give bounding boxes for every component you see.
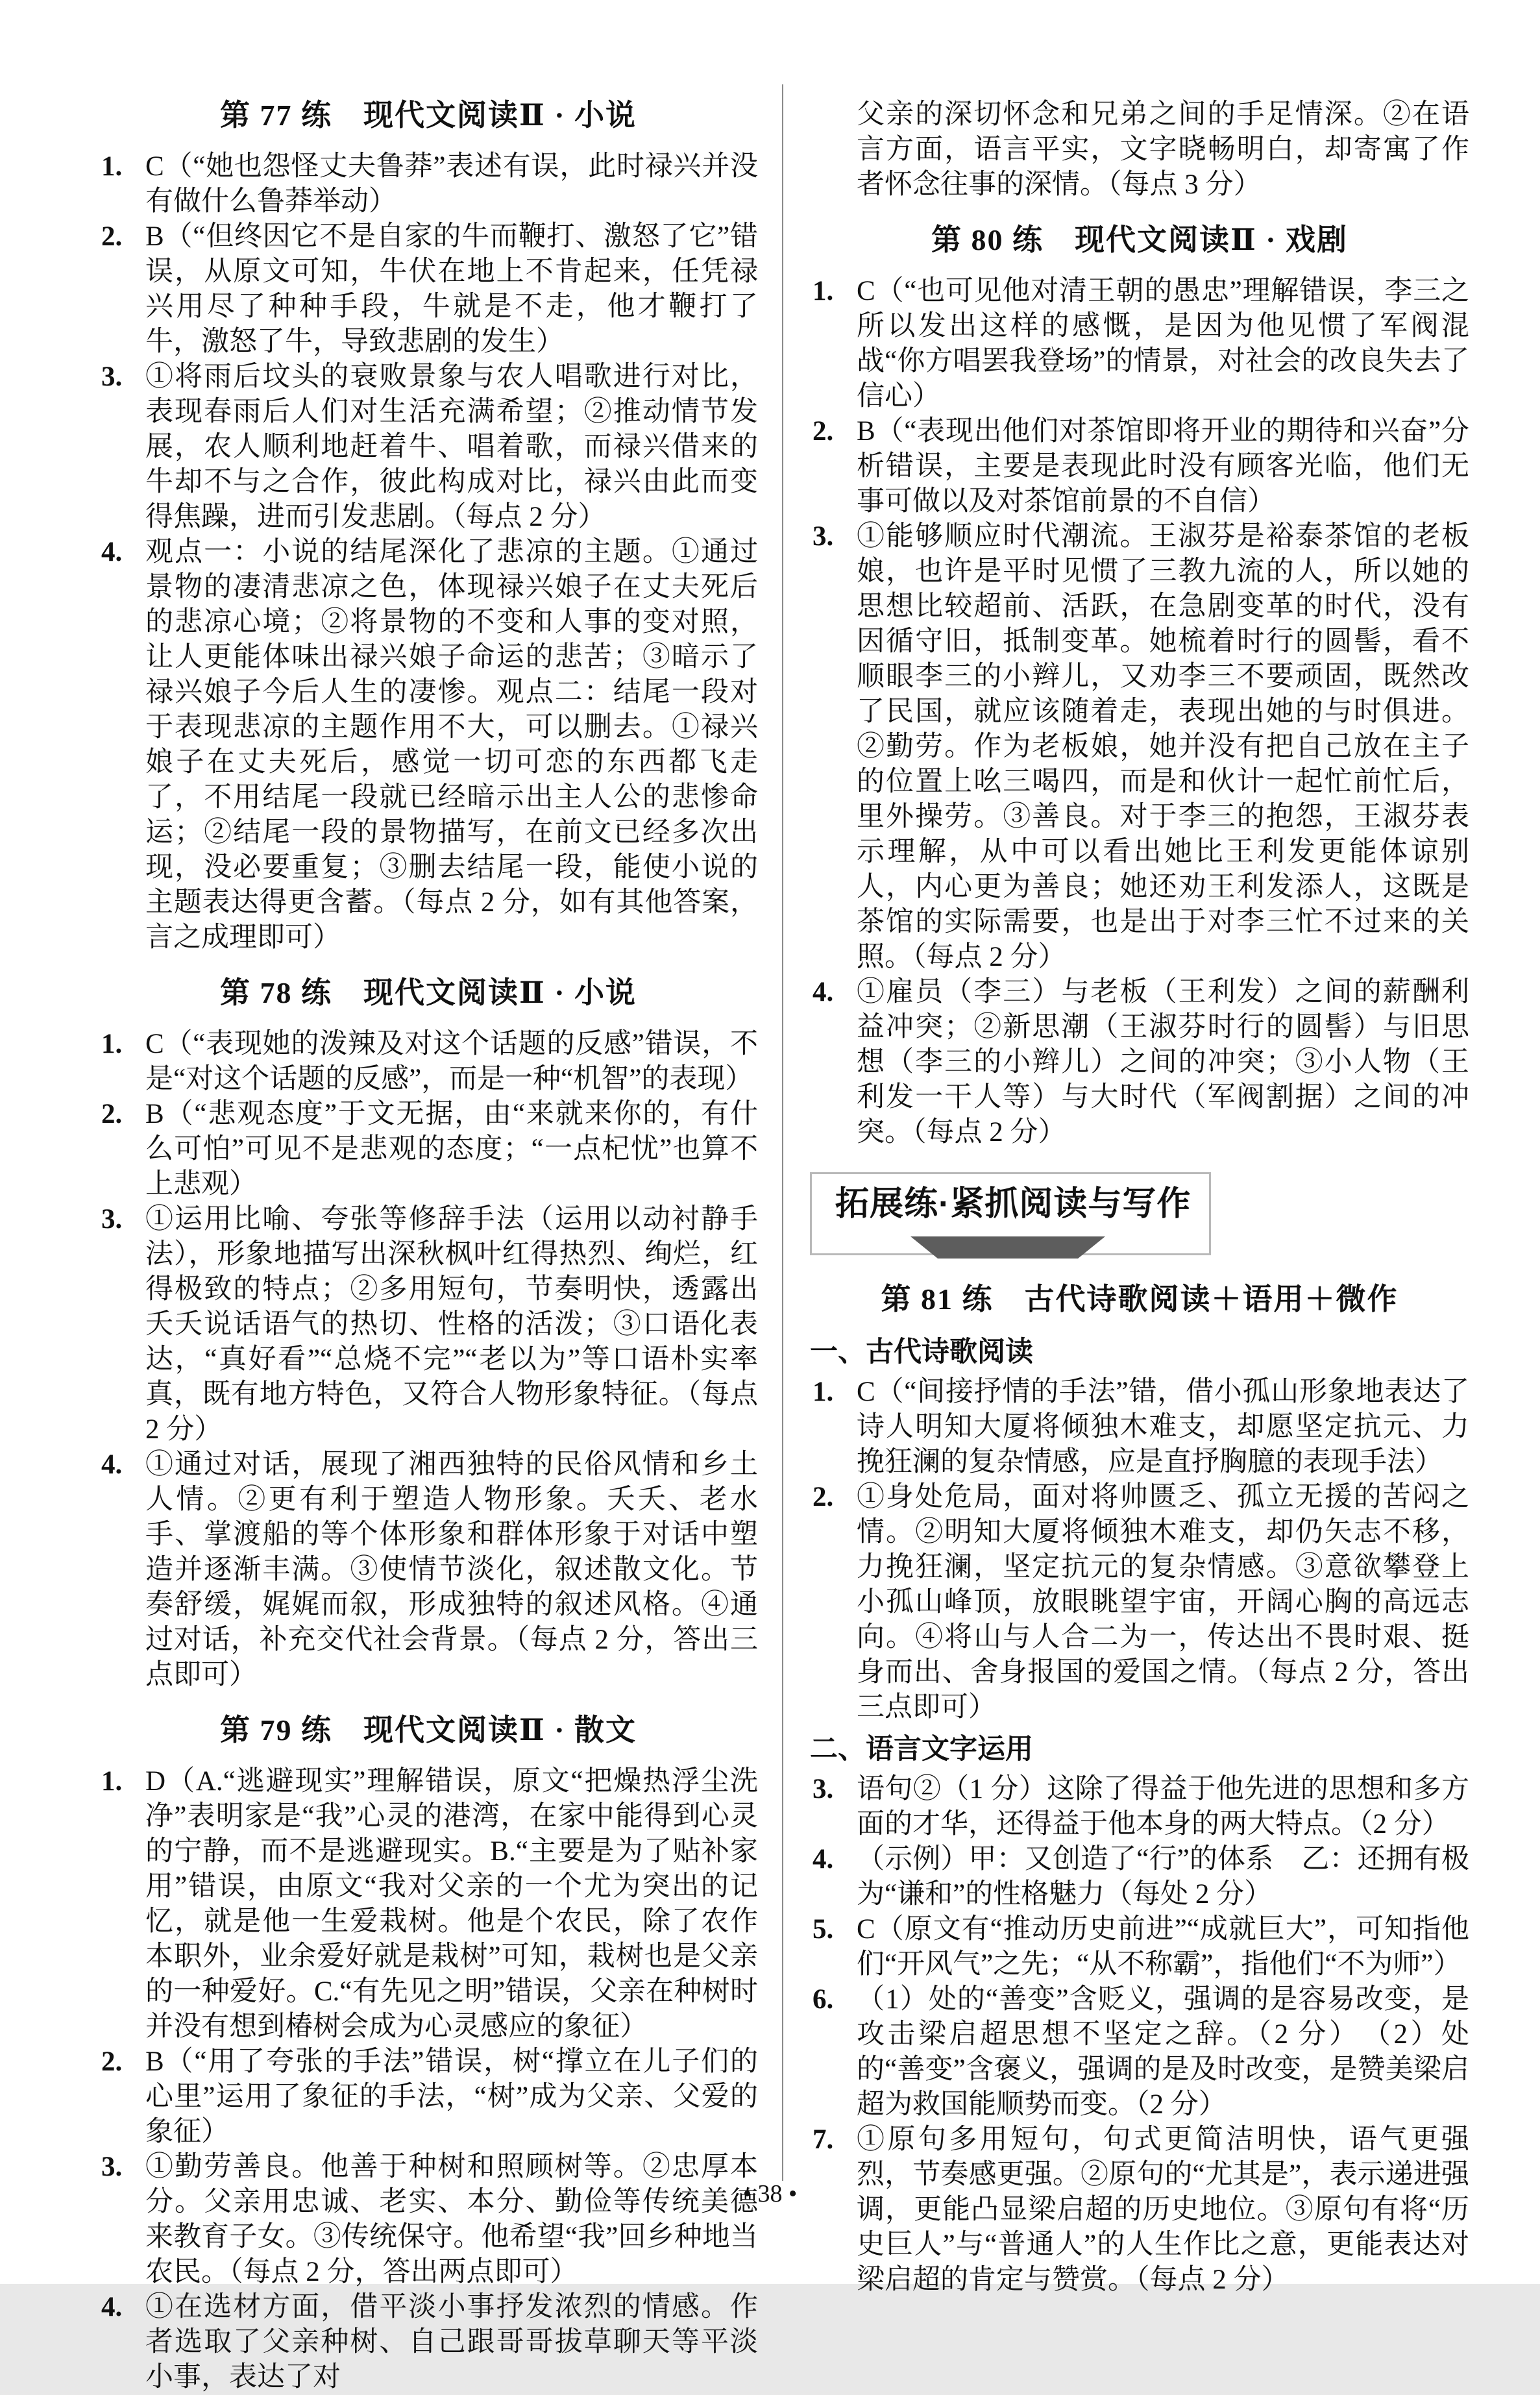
- item-text: ①勤劳善良。他善于种树和照顾树等。②忠厚本分。父亲用忠诚、老实、本分、勤俭等传统美德来教育子女。③传统保守。他希望“我”回乡种地当农民。（每点 2 分，答出两点即可）: [145, 2152, 758, 2287]
- item-text: B（“但终因它不是自家的牛而鞭打、激怒了它”错误，从原文可知，牛伏在地上不肯起来，任凭禄兴用尽了种种手段，牛就是不走，他才鞭打了牛，激怒了牛，导致悲剧的发生）: [145, 221, 758, 357]
- item-text: 语句②（1 分）这除了得益于他先进的思想和多方面的才华，还得益于他本身的两大特点。（2 分）: [857, 1774, 1469, 1839]
- item-number: 2.: [813, 1482, 834, 1512]
- answer-item: [99, 1097, 758, 1202]
- section-title: 第 78 练 现代文阅读Ⅱ · 小说: [219, 976, 637, 1009]
- item-number: 4.: [101, 537, 123, 567]
- answer-item: [810, 274, 1469, 414]
- answer-item: [99, 2290, 758, 2395]
- item-number: 2.: [813, 416, 834, 447]
- item-text: ①雇员（李三）与老板（王利发）之间的薪酬利益冲突；②新思潮（王淑芬时行的圆髻）与旧思想（李三的小辫儿）之间的冲突；③小人物（王利发一干人等）与大时代（军阀割据）之间的冲突。（每点 2 分）: [857, 977, 1469, 1148]
- subsection-heading: 二、语言文字运用: [810, 1734, 1033, 1765]
- answer-item: [99, 2045, 758, 2150]
- item-number: 6.: [813, 1984, 834, 2015]
- item-text: ①能够顺应时代潮流。王淑芬是裕泰茶馆的老板娘，也许是平时见惯了三教九流的人，所以她的思想比较超前、活跃，在急剧变革的时代，没有因循守旧，抵制变革。她梳着时行的圆髻，看不顺眼李三的小辫儿，又劝李三不要顽固，既然改了民国，就应该随着走，表现出她的与时俱进。②勤劳。作为老板娘，她并没有把自己放在主子的位置上吆三喝四，而是和伙计一起忙前忙后，里外操劳。③善良。对于李三的抱怨，王淑芬表示理解，从中可以看出她比王利发更能体谅别人，内心更为善良；她还劝王利发添人，这既是茶馆的实际需要，也是出于对李三忙不过来的关照。（每点 2 分）: [857, 521, 1469, 972]
- item-text: C（“也可见他对清王朝的愚忠”理解错误，李三之所以发出这样的感慨，是因为他见惯了军阀混战“你方唱罢我登场”的情景，对社会的改良失去了信心）: [857, 276, 1469, 411]
- answer-item: [99, 535, 758, 955]
- answer-item: [99, 1447, 758, 1693]
- item-number: 3.: [813, 1774, 834, 1804]
- item-number: 1.: [813, 1377, 834, 1407]
- column-divider: [782, 84, 783, 2181]
- answer-item: [810, 975, 1469, 1150]
- section-title: 第 81 练 古代诗歌阅读＋语用＋微作: [881, 1283, 1399, 1316]
- item-text: C（“表现她的泼辣及对这个话题的反感”错误，不是“对这个话题的反感”，而是一种“机智”的表现）: [145, 1029, 758, 1094]
- expansion-banner: [810, 1172, 1211, 1255]
- item-number: 1.: [101, 1029, 123, 1059]
- item-number: 3.: [101, 2152, 123, 2182]
- answer-item: [810, 1982, 1469, 2122]
- item-text: C（“间接抒情的手法”错，借小孤山形象地表达了诗人明知大厦将倾独木难支，却愿坚定抗元、力挽狂澜的复杂情感，应是直抒胸臆的表现手法）: [857, 1377, 1469, 1477]
- item-number: 3.: [101, 1204, 123, 1234]
- item-number: 4.: [813, 1844, 834, 1874]
- answer-item: [99, 149, 758, 219]
- item-number: 5.: [813, 1914, 834, 1945]
- item-number: 2.: [101, 2046, 123, 2077]
- item-text: ①通过对话，展现了湘西独特的民俗风情和乡土人情。②更有利于塑造人物形象。夭夭、老水手、掌渡船的等个体形象和群体形象于对话中塑造并逐渐丰满。③使情节淡化，叙述散文化。节奏舒缓，娓娓而叙，形成独特的叙述风格。④通过对话，补充交代社会背景。（每点 2 分，答出三点即可）: [145, 1449, 758, 1690]
- item-number: 4.: [813, 977, 834, 1007]
- item-number: 1.: [101, 151, 123, 182]
- answer-item: [810, 2122, 1469, 2298]
- page-number: • 38 •: [742, 2180, 798, 2207]
- item-text: 观点一：小说的结尾深化了悲凉的主题。①通过景物的凄清悲凉之色，体现禄兴娘子在丈夫死后的悲凉心境；②将景物的不变和人事的变对照，让人更能体味出禄兴娘子命运的悲苦；③暗示了禄兴娘子今后人生的凄惨。观点二：结尾一段对于表现悲凉的主题作用不大，可以删去。①禄兴娘子在丈夫死后，感觉一切可恋的东西都飞走了，不用结尾一段就已经暗示出主人公的悲惨命运；②结尾一段的景物描写，在前文已经多次出现，没必要重复；③删去结尾一段，能使小说的主题表达得更含蓄。（每点 2 分，如有其他答案，言之成理即可）: [145, 537, 758, 953]
- item-text: ①在选材方面，借平淡小事抒发浓烈的情感。作者选取了父亲种树、自己跟哥哥拔草聊天等平淡小事，表达了对: [145, 2292, 758, 2392]
- banner-ribbon-shape: [911, 1236, 1105, 1259]
- item-number: 7.: [813, 2124, 834, 2155]
- item-number: 2.: [101, 1099, 123, 1129]
- item-number: 1.: [101, 1766, 123, 1797]
- answer-item: [810, 414, 1469, 519]
- item-text: ①身处危局，面对将帅匮乏、孤立无援的苦闷之情。②明知大厦将倾独木难支，却仍矢志不移，力挽狂澜，坚定抗元的复杂情感。③意欲攀登上小孤山峰顶，放眼眺望宇宙，开阔心胸的高远志向。④将山与人合二为一，传达出不畏时艰、挺身而出、舍身报国的爱国之情。（每点 2 分，答出三点即可）: [857, 1482, 1469, 1723]
- item-text: C（“她也怨怪丈夫鲁莽”表述有误，此时禄兴并没有做什么鲁莽举动）: [145, 151, 758, 217]
- item-text: B（“表现出他们对茶馆即将开业的期待和兴奋”分析错误，主要是表现此时没有顾客光临，他们无事可做以及对茶馆前景的不自信）: [857, 416, 1469, 517]
- item-text: （示例）甲：又创造了“行”的体系 乙：还拥有极为“谦和”的性格魅力（每处 2 分）: [857, 1844, 1469, 1910]
- continuation-text: 父亲的深切怀念和兄弟之间的手足情深。②在语言方面，语言平实，文字晓畅明白，却寄寓了作者怀念往事的深情。（每点 3 分）: [857, 99, 1469, 200]
- item-text: ①运用比喻、夸张等修辞手法（运用以动衬静手法），形象地描写出深秋枫叶红得热烈、绚烂，红得极致的特点；②多用短句，节奏明快，透露出夭夭说话语气的热切、性格的活泼；③口语化表达，“真好看”“总烧不完”“老以为”等口语朴实率真，既有地方特色，又符合人物形象特征。（每点 2 分）: [145, 1204, 758, 1445]
- answer-item: [99, 1202, 758, 1447]
- section-title: 第 79 练 现代文阅读Ⅱ · 散文: [219, 1713, 637, 1747]
- answer-item: [99, 2150, 758, 2290]
- answer-item: [99, 360, 758, 535]
- answer-item: [99, 1764, 758, 2045]
- subsection-heading: 一、古代诗歌阅读: [810, 1336, 1033, 1368]
- item-number: 3.: [813, 521, 834, 552]
- section-title: 第 77 练 现代文阅读Ⅱ · 小说: [219, 99, 637, 132]
- answer-item: [810, 1375, 1469, 1480]
- answer-item: [810, 1772, 1469, 1842]
- item-number: 4.: [101, 2292, 123, 2322]
- item-text: B（“悲观态度”于文无据，由“来就来你的，有什么可怕”可见不是悲观的态度；“一点杞忧”也算不上悲观）: [145, 1099, 758, 1199]
- item-text: （1）处的“善变”含贬义，强调的是容易改变，是攻击梁启超思想不坚定之辞。（2 分） （2）处的“善变”含褒义，强调的是及时改变，是赞美梁启超为救国能顺势而变。（2 分）: [857, 1984, 1469, 2120]
- item-text: B（“用了夸张的手法”错误，树“撑立在儿子们的心里”运用了象征的手法，“树”成为父亲、父爱的象征）: [145, 2046, 758, 2147]
- item-number: 2.: [101, 221, 123, 252]
- item-text: D（A.“逃避现实”理解错误，原文“把燥热浮尘洗净”表明家是“我”心灵的港湾，在家中能得到心灵的宁静，而不是逃避现实。B.“主要是为了贴补家用”错误，由原文“我对父亲的一个尤为突出的记忆，就是他一生爱栽树。他是个农民，除了农作本职外，业余爱好就是栽树”可知，栽树也是父亲的一种爱好。C.“有先见之明”错误，父亲在种树时并没有想到椿树会成为心灵感应的象征）: [145, 1766, 758, 2042]
- section-title: 第 80 练 现代文阅读Ⅱ · 戏剧: [931, 223, 1349, 256]
- item-text: ①原句多用短句，句式更简洁明快，语气更强烈，节奏感更强。②原句的“尤其是”，表示递进强调，更能凸显梁启超的历史地位。③原句有将“历史巨人”与“普通人”的人生作比之意，更能表达对梁启超的肯定与赞赏。（每点 2 分）: [857, 2124, 1469, 2295]
- answer-item: [810, 1480, 1469, 1725]
- item-text: C（原文有“推动历史前进”“成就巨大”，可知指他们“开风气”之先；“从不称霸”，指他们“不为师”）: [857, 1914, 1469, 1980]
- answer-item: [99, 1027, 758, 1097]
- answer-item: [810, 1912, 1469, 1982]
- answer-item: [810, 519, 1469, 975]
- left-column: [99, 97, 758, 2395]
- item-text: ①将雨后坟头的衰败景象与农人唱歌进行对比，表现春雨后人们对生活充满希望；②推动情节发展，农人顺利地赶着牛、唱着歌，而禄兴借来的牛却不与之合作，彼此构成对比，禄兴由此而变得焦躁，进而引发悲剧。（每点 2 分）: [145, 362, 758, 532]
- item-number: 4.: [101, 1449, 123, 1480]
- item-number: 1.: [813, 276, 834, 306]
- answer-item: [99, 219, 758, 360]
- right-column: [810, 97, 1469, 2298]
- answer-item: [810, 1842, 1469, 1912]
- item-number: 3.: [101, 362, 123, 392]
- banner-label: 拓展练·紧抓阅读与写作: [835, 1185, 1192, 1223]
